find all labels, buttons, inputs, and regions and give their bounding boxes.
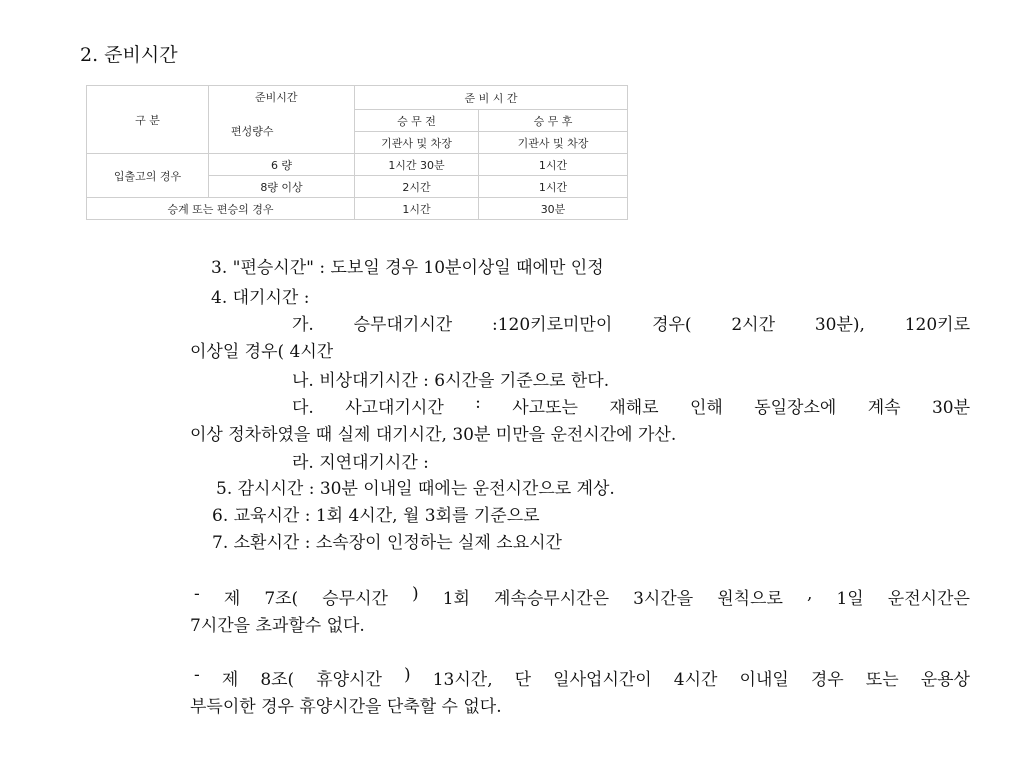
row-label-transfer: 승계 또는 편승의 경우 xyxy=(87,198,355,220)
article-7-line1 xyxy=(194,584,970,609)
word: 승무시간 xyxy=(322,589,388,609)
header-prep-time-label: 준비시간 xyxy=(255,91,298,104)
word: 인해 xyxy=(689,398,723,418)
word: 1회 xyxy=(442,589,470,609)
cell-6-cars-after: 1시간 xyxy=(479,154,628,176)
word: 가. xyxy=(292,315,314,335)
header-after-duty: 승 무 후 xyxy=(479,110,628,132)
word: 13시간, xyxy=(432,670,493,690)
word: 4시간 xyxy=(673,670,718,690)
cell-8-cars-before: 2시간 xyxy=(355,176,479,198)
cell-6-cars: 6 량 xyxy=(209,154,355,176)
row-label-depot: 입출고의 경우 xyxy=(87,154,209,198)
word: 30분), xyxy=(814,315,865,335)
prep-time-table xyxy=(86,85,628,220)
word: 휴양시간 xyxy=(316,670,382,690)
article-8-line1 xyxy=(194,665,970,690)
header-diagonal-cell xyxy=(209,86,355,154)
word: 단 xyxy=(514,670,532,690)
word: 1일 xyxy=(836,589,864,609)
cell-transfer-after: 30분 xyxy=(479,198,628,220)
item-4b: 나. 비상대기시간 : 6시간을 기준으로 한다. xyxy=(292,371,610,391)
word: 120키로 xyxy=(904,315,970,335)
cell-6-cars-before: 1시간 30분 xyxy=(355,154,479,176)
item-6-education-time: 6. 교육시간 : 1회 4시간, 월 3회를 기준으로 xyxy=(212,506,540,526)
header-gubun: 구 분 xyxy=(87,86,209,154)
word: 사고또는 xyxy=(512,398,578,418)
article-7-line2: 7시간을 초과할수 없다. xyxy=(190,616,365,636)
item-4d: 라. 지연대기시간 : xyxy=(292,453,429,473)
word: 원칙으로 xyxy=(717,589,783,609)
cell-8-cars: 8량 이상 xyxy=(209,176,355,198)
article-8-line2: 부득이한 경우 휴양시간을 단축할 수 없다. xyxy=(190,697,502,717)
word: 재해로 xyxy=(609,398,659,418)
word: 경우( xyxy=(652,315,692,335)
item-4-standby-time: 4. 대기시간 : xyxy=(211,288,310,308)
word: 제 xyxy=(221,670,239,690)
item-3-transfer-time: 3. "편승시간" : 도보일 경우 10분이상일 때에만 인정 xyxy=(211,258,604,278)
word: , xyxy=(806,584,813,604)
word: 경우 xyxy=(810,670,844,690)
word: - xyxy=(194,665,200,685)
word: : xyxy=(475,393,481,413)
item-4c-line2: 이상 정차하였을 때 실제 대기시간, 30분 미만을 운전시간에 가산. xyxy=(190,425,677,445)
item-4c-line1 xyxy=(292,393,970,418)
cell-8-cars-after: 1시간 xyxy=(479,176,628,198)
word: - xyxy=(194,584,200,604)
word: :120키로미만이 xyxy=(491,315,613,335)
item-4a-line2: 이상일 경우( 4시간 xyxy=(190,342,334,362)
word: 또는 xyxy=(865,670,899,690)
cell-transfer-before: 1시간 xyxy=(355,198,479,220)
word: 3시간을 xyxy=(633,589,694,609)
word: 사고대기시간 xyxy=(345,398,444,418)
item-7-summon-time: 7. 소환시간 : 소속장이 인정하는 실제 소요시간 xyxy=(212,533,562,553)
word: 제 xyxy=(223,589,241,609)
word: 일사업시간이 xyxy=(553,670,652,690)
word: 2시간 xyxy=(731,315,776,335)
word: 8조( xyxy=(260,670,295,690)
header-car-count-label: 편성량수 xyxy=(231,125,274,138)
section-heading: 2. 준비시간 xyxy=(80,44,178,66)
word: 계속승무시간은 xyxy=(494,589,609,609)
header-engineer-after: 기관사 및 차장 xyxy=(479,132,628,154)
item-5-watch-time: 5. 감시시간 : 30분 이내일 때에는 운전시간으로 계상. xyxy=(216,479,615,499)
header-prep-time: 준 비 시 간 xyxy=(355,86,628,110)
word: 계속 xyxy=(867,398,901,418)
word: 이내일 xyxy=(739,670,789,690)
word: 운용상 xyxy=(920,670,970,690)
word: ) xyxy=(412,584,419,604)
header-engineer-before: 기관사 및 차장 xyxy=(355,132,479,154)
word: 동일장소에 xyxy=(754,398,837,418)
word: 7조( xyxy=(264,589,299,609)
word: 다. xyxy=(292,398,314,418)
word: 운전시간은 xyxy=(887,589,970,609)
word: 30분 xyxy=(931,398,970,418)
item-4a-line1 xyxy=(292,310,970,335)
header-before-duty: 승 무 전 xyxy=(355,110,479,132)
word: 승무대기시간 xyxy=(353,315,453,335)
word: ) xyxy=(404,665,411,685)
